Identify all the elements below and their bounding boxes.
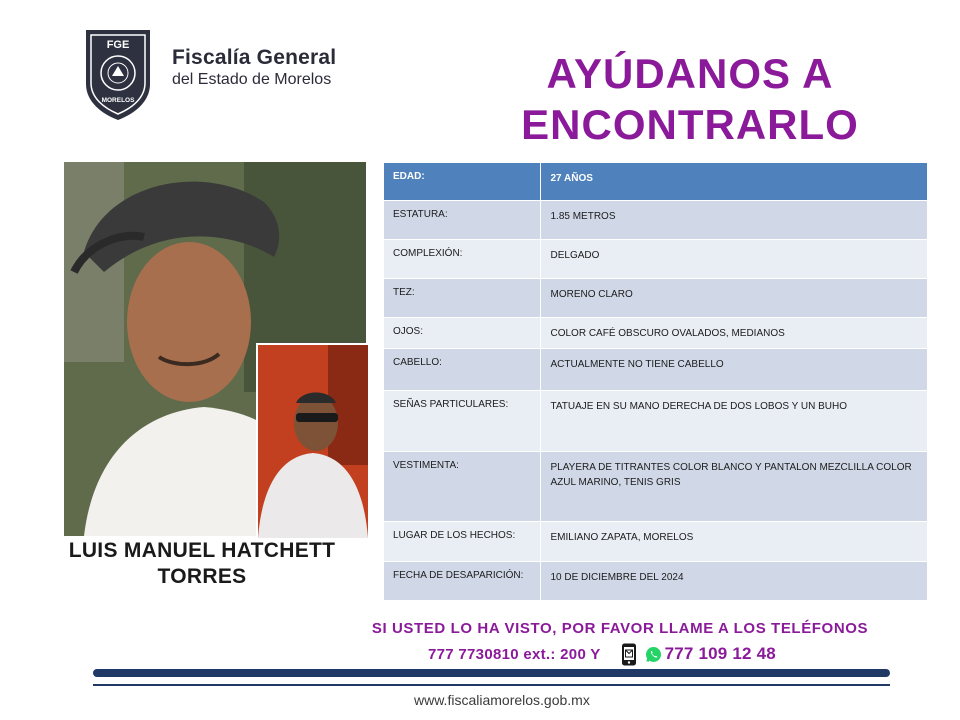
table-row xyxy=(384,522,928,562)
person-name xyxy=(52,538,352,590)
org-title: Fiscalía General xyxy=(172,46,337,69)
detail-value: TATUAJE EN SU MANO DERECHA DE DOS LOBOS Y UN BUHO xyxy=(541,391,928,452)
headline-line-1: AYÚDANOS A xyxy=(546,50,834,97)
table-row xyxy=(384,163,928,201)
table-row xyxy=(384,391,928,452)
website-link[interactable]: www.fiscaliamorelos.gob.mx xyxy=(414,692,590,708)
person-name-line-2: TORRES xyxy=(157,565,247,588)
person-details-table xyxy=(383,162,928,601)
detail-value: 10 DE DICIEMBRE DEL 2024 xyxy=(541,562,928,601)
footer-divider-thin xyxy=(93,684,890,686)
phone-number-2[interactable]: 777 109 12 48 xyxy=(664,644,776,663)
detail-label: OJOS: xyxy=(384,318,541,349)
table-row xyxy=(384,201,928,240)
detail-label: EDAD: xyxy=(384,163,541,201)
phone-line xyxy=(428,642,776,666)
detail-value: MORENO CLARO xyxy=(541,279,928,318)
whatsapp-icon xyxy=(645,646,662,663)
detail-value: PLAYERA DE TITRANTES COLOR BLANCO Y PANTALON MEZCLILLA COLOR AZUL MARINO, TENIS GRIS xyxy=(541,452,928,522)
detail-label: SEÑAS PARTICULARES: xyxy=(384,391,541,452)
person-name-line-1: LUIS MANUEL HATCHETT xyxy=(68,539,336,562)
table-row xyxy=(384,240,928,279)
fge-badge-icon xyxy=(80,26,156,122)
detail-label: ESTATURA: xyxy=(384,201,541,240)
headline-line-2: ENCONTRARLO xyxy=(521,101,859,148)
detail-value: COLOR CAFÉ OBSCURO OVALADOS, MEDIANOS xyxy=(541,318,928,349)
table-row xyxy=(384,318,928,349)
detail-value: DELGADO xyxy=(541,240,928,279)
person-inset-illustration xyxy=(258,345,368,538)
detail-value: 27 AÑOS xyxy=(541,163,928,201)
headline xyxy=(470,48,910,150)
mobile-phone-icon xyxy=(621,643,637,666)
detail-value: EMILIANO ZAPATA, MORELOS xyxy=(541,522,928,562)
table-row xyxy=(384,562,928,601)
table-row xyxy=(384,349,928,391)
detail-value: ACTUALMENTE NO TIENE CABELLO xyxy=(541,349,928,391)
detail-value: 1.85 METROS xyxy=(541,201,928,240)
phone-number-1[interactable]: 777 7730810 ext.: 200 Y xyxy=(428,645,601,663)
person-photo-inset xyxy=(256,343,368,538)
detail-label: COMPLEXIÓN: xyxy=(384,240,541,279)
detail-label: LUGAR DE LOS HECHOS: xyxy=(384,522,541,562)
call-to-action-text: SI USTED LO HA VISTO, POR FAVOR LLAME A LOS TELÉFONOS xyxy=(371,620,869,637)
organization-logo-text xyxy=(172,46,336,90)
detail-label: VESTIMENTA: xyxy=(384,452,541,522)
footer-divider-thick xyxy=(93,669,890,677)
detail-label: CABELLO: xyxy=(384,349,541,391)
badge-bottom-text: MORELOS xyxy=(101,97,135,104)
detail-label: TEZ: xyxy=(384,279,541,318)
table-row xyxy=(384,279,928,318)
org-subtitle: del Estado de Morelos xyxy=(172,71,332,88)
detail-label: FECHA DE DESAPARICIÓN: xyxy=(384,562,541,601)
badge-text: FGE xyxy=(106,39,130,51)
table-row xyxy=(384,452,928,522)
